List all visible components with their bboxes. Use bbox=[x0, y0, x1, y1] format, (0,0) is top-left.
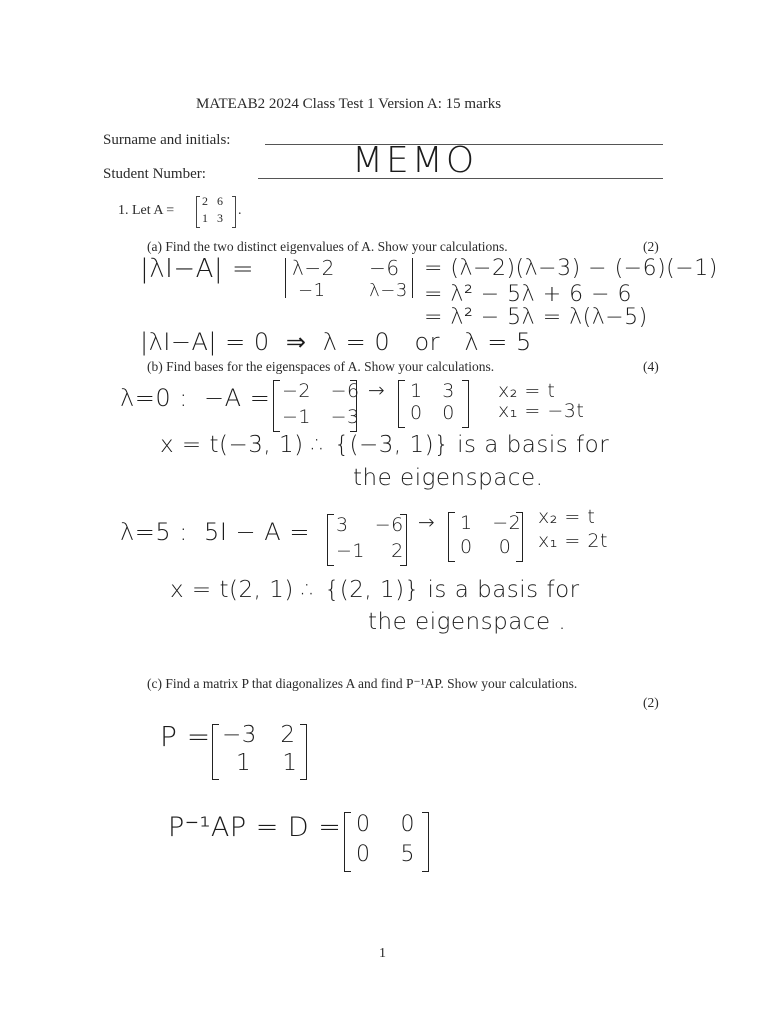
case0-vector-cont: the eigenspace. bbox=[353, 465, 544, 491]
case0-arrow: → bbox=[368, 378, 386, 402]
case5-rref-left-bracket bbox=[448, 512, 455, 562]
page-number: 1 bbox=[379, 946, 386, 961]
case5-rref-row1: 1 −2 bbox=[460, 512, 522, 534]
case5-vector: x = t(2, 1) ∴ {(2, 1)} is a basis for bbox=[170, 577, 580, 603]
p-lhs: P = bbox=[160, 720, 211, 753]
part-c-prompt: (c) Find a matrix P that diagonalizes A and find P⁻¹AP. Show your calculations. bbox=[147, 676, 578, 691]
surname-label: Surname and initials: bbox=[103, 132, 231, 148]
part-a-line1: = (λ−2)(λ−3) − (−6)(−1) bbox=[424, 256, 718, 281]
case0-matrix-left-bracket bbox=[273, 380, 280, 432]
case5-rref-row2: 0 0 bbox=[460, 536, 512, 558]
case5-matrix-row2: −1 2 bbox=[336, 540, 404, 562]
det-right-bar bbox=[412, 258, 413, 298]
det-left-bar bbox=[285, 258, 286, 298]
case5-lhs: λ=5 : 5I − A = bbox=[120, 518, 310, 546]
case5-x2: x₂ = t bbox=[538, 506, 596, 528]
case0-matrix-right-bracket bbox=[350, 380, 357, 432]
handwritten-name: MEMO bbox=[352, 140, 478, 181]
part-b-prompt: (b) Find bases for the eigenspaces of A. Show your calculations. bbox=[147, 359, 495, 374]
p-left-bracket bbox=[212, 724, 219, 780]
case0-vector: x = t(−3, 1) ∴ {(−3, 1)} is a basis for bbox=[160, 432, 610, 458]
question1-intro-suffix: . bbox=[238, 203, 242, 218]
det-row2: −1 λ−3 bbox=[298, 280, 408, 301]
matrix-A-row2: 1 3 bbox=[202, 211, 223, 225]
case5-matrix-row1: 3 −6 bbox=[336, 514, 404, 536]
part-a-line3: = λ² − 5λ = λ(λ−5) bbox=[424, 305, 648, 330]
p-row1: −3 2 bbox=[222, 722, 296, 748]
case0-x2: x₂ = t bbox=[498, 380, 556, 402]
d-row1: 0 0 bbox=[356, 812, 415, 837]
matrix-A-right-bracket bbox=[232, 196, 236, 228]
part-b-marks: (4) bbox=[643, 359, 659, 374]
part-a-prompt: (a) Find the two distinct eigenvalues of A. Show your calculations. bbox=[147, 239, 508, 254]
part-a-lhs: |λI−A| = bbox=[140, 254, 255, 284]
part-a-line2: = λ² − 5λ + 6 − 6 bbox=[424, 282, 633, 307]
question1-intro: 1. Let A = bbox=[118, 203, 175, 218]
d-left-bracket bbox=[344, 812, 351, 872]
case5-x1: x₁ = 2t bbox=[538, 530, 608, 552]
matrix-A-left-bracket bbox=[196, 196, 200, 228]
case5-rref-right-bracket bbox=[516, 512, 523, 562]
case5-vector-cont: the eigenspace . bbox=[368, 609, 567, 635]
d-lhs: P⁻¹AP = D = bbox=[168, 812, 342, 843]
case0-x1: x₁ = −3t bbox=[498, 400, 585, 422]
case5-arrow: → bbox=[418, 510, 436, 534]
case0-matrix-row1: −2 −6 bbox=[282, 380, 360, 402]
case0-rref-right-bracket bbox=[462, 380, 469, 428]
case0-matrix-row2: −1 −3 bbox=[282, 406, 360, 428]
p-row2: 1 1 bbox=[236, 750, 298, 776]
case0-rref-row1: 1 3 bbox=[410, 380, 455, 402]
part-a-marks: (2) bbox=[643, 239, 659, 254]
p-right-bracket bbox=[300, 724, 307, 780]
matrix-A-row1: 2 6 bbox=[202, 194, 223, 208]
case5-matrix-right-bracket bbox=[400, 514, 407, 566]
case5-matrix-left-bracket bbox=[327, 514, 334, 566]
page-title: MATEAB2 2024 Class Test 1 Version A: 15 marks bbox=[196, 96, 502, 112]
case0-rref-row2: 0 0 bbox=[410, 402, 455, 424]
student-number-label: Student Number: bbox=[103, 166, 206, 182]
part-c-marks: (2) bbox=[643, 695, 659, 710]
det-row1: λ−2 −6 bbox=[292, 256, 400, 280]
part-a-conclusion: |λI−A| = 0 ⇒ λ = 0 or λ = 5 bbox=[140, 328, 532, 356]
d-row2: 0 5 bbox=[356, 842, 415, 867]
case0-lhs: λ=0 : −A = bbox=[120, 384, 271, 412]
case0-rref-left-bracket bbox=[398, 380, 405, 428]
d-right-bracket bbox=[422, 812, 429, 872]
